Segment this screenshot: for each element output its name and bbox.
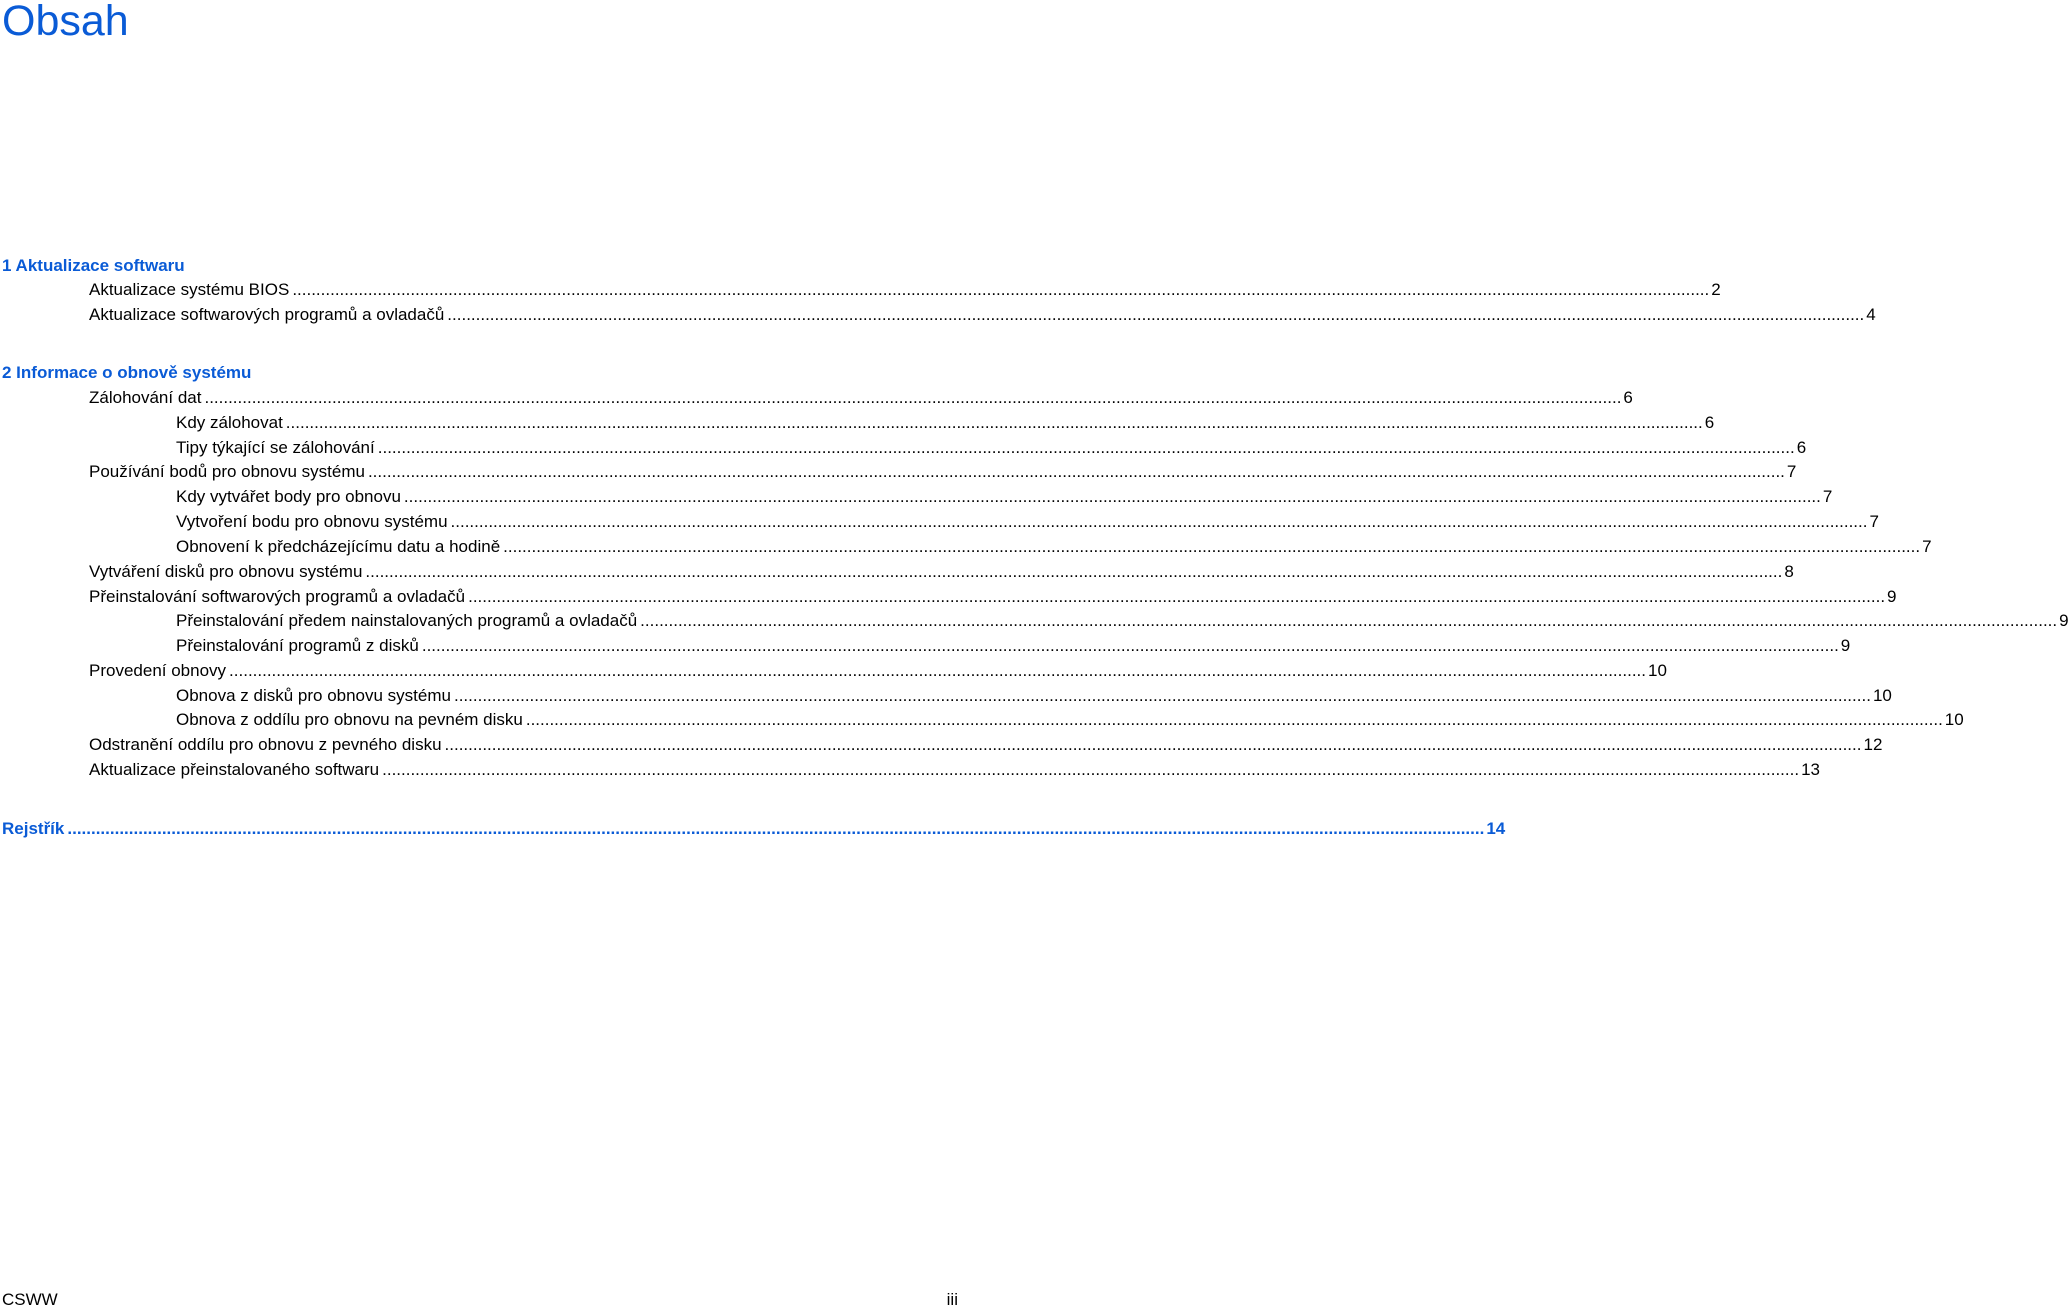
dot-leader: ............................................................................................................................................................................................................................................................................................................ — [503, 537, 1921, 556]
toc-entry[interactable] — [176, 485, 1833, 507]
toc-entry-page: 6 — [1623, 388, 1633, 407]
toc-entry-page: 8 — [1784, 562, 1794, 581]
dot-leader: ............................................................................................................................................................................................................................................................................................................ — [365, 562, 1783, 581]
toc-entry[interactable] — [176, 535, 1932, 557]
toc-entry[interactable] — [89, 585, 1897, 607]
dot-leader: ............................................................................................................................................................................................................................................................................................................ — [640, 611, 2058, 630]
toc-entry-label: Vytvoření bodu pro obnovu systému — [176, 512, 448, 531]
toc-entry[interactable] — [89, 460, 1797, 482]
toc-entry-page: 7 — [1869, 512, 1879, 531]
toc-entry[interactable] — [176, 510, 1879, 532]
toc-entry-label: Obnovení k předcházejícímu datu a hodině — [176, 537, 501, 556]
toc-entry[interactable] — [176, 411, 1715, 433]
dot-leader: ............................................................................................................................................................................................................................................................................................................ — [444, 735, 1862, 754]
toc-entry-page: 7 — [1922, 537, 1932, 556]
toc-entry-page: 10 — [1944, 710, 1964, 729]
toc-entry[interactable] — [176, 684, 1892, 706]
footer-doc-code: CSWW — [2, 1290, 58, 1309]
toc-entry-label: Přeinstalování softwarových programů a ovladačů — [89, 587, 466, 606]
toc-entry[interactable] — [176, 708, 1964, 730]
toc-entry-page: 4 — [1866, 305, 1876, 324]
toc-entry-index[interactable] — [2, 817, 1506, 839]
toc-entry-page: 10 — [1872, 686, 1892, 705]
toc-entry-label: Zálohování dat — [89, 388, 202, 407]
toc-entry[interactable] — [89, 733, 1883, 755]
toc-entry-label: Přeinstalování předem nainstalovaných programů a ovladačů — [176, 611, 638, 630]
toc-entry-label: Aktualizace systému BIOS — [89, 280, 290, 299]
dot-leader: ............................................................................................................................................................................................................................................................................................................ — [285, 413, 1703, 432]
toc-entry[interactable] — [176, 436, 1807, 458]
toc-entry-page: 13 — [1801, 760, 1820, 779]
toc-entry-label: Kdy zálohovat — [176, 413, 283, 432]
toc-entry-page: 14 — [1486, 819, 1506, 838]
dot-leader: ............................................................................................................................................................................................................................................................................................................ — [292, 280, 1710, 299]
chapter-heading-2[interactable]: 2 Informace o obnově systému — [2, 363, 252, 382]
dot-leader: ............................................................................................................................................................................................................................................................................................................ — [468, 587, 1886, 606]
dot-leader: ............................................................................................................................................................................................................................................................................................................ — [382, 760, 1800, 779]
toc-entry[interactable] — [176, 634, 1851, 656]
toc-entry-label: Obnova z disků pro obnovu systému — [176, 686, 451, 705]
dot-leader: ............................................................................................................................................................................................................................................................................................................ — [229, 661, 1646, 680]
page-title: Obsah — [2, 0, 129, 45]
toc-entry-label: Používání bodů pro obnovu systému — [89, 462, 365, 481]
toc-entry-page: 9 — [1840, 636, 1851, 655]
dot-leader: ............................................................................................................................................................................................................................................................................................................ — [377, 438, 1795, 457]
toc-entry-label: Provedení obnovy — [89, 661, 227, 680]
toc-entry-label: Aktualizace softwarových programů a ovladačů — [89, 305, 445, 324]
toc-entry-page: 7 — [1822, 487, 1833, 506]
toc-entry[interactable] — [89, 560, 1794, 582]
toc-entry-label: Tipy týkající se zálohování — [176, 438, 375, 457]
dot-leader: ............................................................................................................................................................................................................................................................................................................ — [525, 710, 1943, 729]
dot-leader: ............................................................................................................................................................................................................................................................................................................ — [447, 305, 1865, 324]
toc-entry[interactable] — [89, 386, 1633, 408]
chapter-heading-1[interactable]: 1 Aktualizace softwaru — [2, 256, 185, 275]
toc-entry-label: Obnova z oddílu pro obnovu na pevném disku — [176, 710, 523, 729]
toc-entry-page: 12 — [1863, 735, 1883, 754]
toc-entry-page: 10 — [1648, 661, 1667, 680]
toc-entry[interactable] — [89, 659, 1667, 681]
footer-page-number: iii — [946, 1290, 958, 1309]
toc-entry-page: 6 — [1704, 413, 1715, 432]
dot-leader: ............................................................................................................................................................................................................................................................................................................ — [421, 636, 1839, 655]
toc-entry[interactable] — [176, 609, 2069, 631]
toc-entry-label: Přeinstalování programů z disků — [176, 636, 419, 655]
toc-entry-page: 9 — [2059, 611, 2069, 630]
toc-entry-label: Vytváření disků pro obnovu systému — [89, 562, 363, 581]
toc-entry-page: 6 — [1796, 438, 1807, 457]
toc-entry-page: 7 — [1786, 462, 1797, 481]
dot-leader: ............................................................................................................................................................................................................................................................................................................ — [367, 462, 1785, 481]
dot-leader: ............................................................................................................................................................................................................................................................................................................ — [67, 819, 1485, 838]
toc-entry-page: 2 — [1711, 280, 1721, 299]
toc-entry-label: Aktualizace přeinstalovaného softwaru — [89, 760, 380, 779]
toc-entry-label: Odstranění oddílu pro obnovu z pevného disku — [89, 735, 442, 754]
toc-entry[interactable] — [89, 303, 1876, 325]
toc-entry-label: Kdy vytvářet body pro obnovu — [176, 487, 401, 506]
toc-entry-label: Rejstřík — [2, 819, 65, 838]
toc-entry[interactable] — [89, 278, 1721, 300]
toc-entry-page: 9 — [1887, 587, 1897, 606]
dot-leader: ............................................................................................................................................................................................................................................................................................................ — [204, 388, 1622, 407]
dot-leader: ............................................................................................................................................................................................................................................................................................................ — [450, 512, 1868, 531]
toc-entry[interactable] — [89, 758, 1820, 780]
dot-leader: ............................................................................................................................................................................................................................................................................................................ — [453, 686, 1871, 705]
dot-leader: ............................................................................................................................................................................................................................................................................................................ — [403, 487, 1821, 506]
